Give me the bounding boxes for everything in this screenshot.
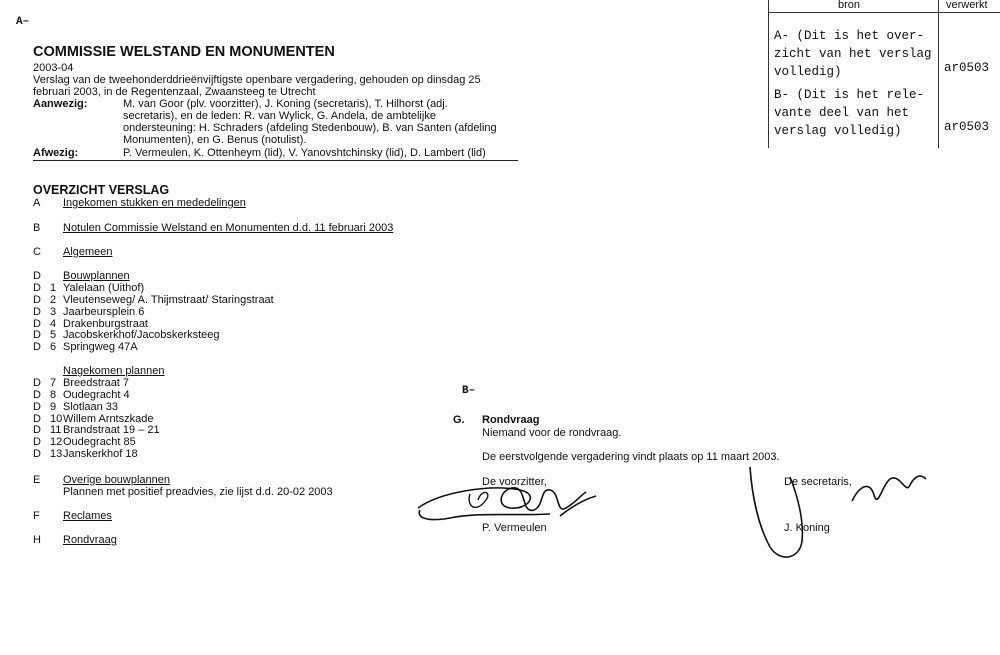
header-rule: [33, 160, 518, 161]
bouwplan-item-letter: D: [33, 329, 41, 342]
nagekomen-item-label: Oudegracht 85: [63, 436, 136, 449]
intro-line-1: Verslag van de tweehonderddrieënvijftigste openbare vergadering, gehouden op dinsdag 25: [33, 74, 481, 86]
section-h-letter: H: [33, 534, 41, 546]
table-row-1-text: [774, 27, 932, 81]
section-b-label: Notulen Commissie Welstand en Monumenten d.d. 11 februari 2003: [63, 222, 394, 234]
rondvraag-letter: G.: [453, 414, 465, 426]
nagekomen-item-number: 9: [50, 400, 57, 413]
table-header-verwerkt: verwerkt: [946, 0, 988, 11]
table-row-2-line-2: vante deel van het: [774, 106, 910, 120]
mark-a: A–: [16, 16, 30, 28]
section-e-letter: E: [33, 474, 41, 486]
secretaris-label: De secretaris,: [784, 476, 852, 488]
next-meeting: De eerstvolgende vergadering vindt plaats op 11 maart 2003.: [482, 451, 780, 463]
rondvraag-title: Rondvraag: [482, 414, 540, 426]
bouwplan-item-number: 2: [50, 293, 57, 306]
nagekomen-item-label: Brandstraat 19 – 21: [63, 424, 160, 437]
bouwplan-item-number: 1: [50, 282, 57, 294]
bouwplan-item-label: Springweg 47A: [63, 341, 138, 354]
intro-line-2: februari 2003, in de Regentenzaal, Zwaansteeg te Utrecht: [33, 86, 316, 98]
bouwplan-item-label: Drakenburgstraat: [63, 317, 148, 330]
rondvraag-text: Niemand voor de rondvraag.: [482, 427, 622, 439]
bouwplan-item-letter: D: [33, 293, 41, 306]
nagekomen-item-number: 13: [50, 448, 63, 461]
nagekomen-item-letter: D: [33, 448, 41, 461]
nagekomen-item-label: Janskerkhof 18: [63, 448, 138, 461]
nagekomen-item-label: Slotlaan 33: [63, 400, 119, 413]
table-column-divider: [938, 0, 939, 148]
section-f-label: Reclames: [63, 510, 112, 522]
afwezig-label: Afwezig:: [33, 147, 79, 159]
section-c-label: Algemeen: [63, 246, 113, 258]
table-header-rule: [768, 12, 1000, 13]
nagekomen-item-letter: D: [33, 436, 41, 449]
mark-b: B–: [462, 385, 476, 397]
nagekomen-item-letter: D: [33, 377, 41, 389]
table-row-1-line-1: A- (Dit is het over-: [774, 29, 925, 43]
nagekomen-item-letter: D: [33, 412, 41, 425]
table-row-2-text: [774, 86, 924, 140]
overzicht-title: OVERZICHT VERSLAG: [33, 183, 170, 197]
nagekomen-item-letter: D: [33, 424, 41, 437]
section-a-letter: A: [33, 197, 41, 209]
section-d-letter: D: [33, 270, 41, 282]
bouwplan-item-number: 6: [50, 341, 57, 354]
nagekomen-item-label: Oudegracht 4: [63, 388, 130, 401]
nagekomen-item-letter: D: [33, 388, 41, 401]
aanwezig-line-3: ondersteuning: H. Schraders (afdeling Stedenbouw), B. van Santen (afdeling: [123, 122, 497, 134]
nagekomen-item-number: 8: [50, 388, 57, 401]
document-title: COMMISSIE WELSTAND EN MONUMENTEN: [33, 44, 335, 60]
aanwezig-line-4: Monumenten), en G. Benus (notulist).: [123, 134, 307, 146]
table-row-1-code: ar0503: [944, 61, 990, 75]
section-a-label: Ingekomen stukken en mededelingen: [63, 197, 246, 209]
section-f-letter: F: [33, 510, 40, 522]
table-header-bron: bron: [838, 0, 861, 11]
bouwplan-item-label: Jaarbeursplein 6: [63, 305, 145, 318]
bouwplan-item-letter: D: [33, 305, 41, 318]
table-row-1-line-3: volledig): [774, 65, 842, 79]
bouwplan-item-number: 4: [50, 317, 57, 330]
nagekomen-item-number: 10: [50, 412, 63, 425]
section-c-letter: C: [33, 246, 41, 258]
nagekomen-title: Nagekomen plannen: [63, 365, 165, 377]
bouwplan-item-letter: D: [33, 282, 41, 294]
voorzitter-signature: [410, 470, 610, 540]
bouwplan-item-number: 3: [50, 305, 57, 318]
bouwplan-item-label: Vleutenseweg/ A. Thijmstraat/ Staringstraat: [63, 293, 274, 306]
section-b-letter: B: [33, 222, 41, 234]
voorzitter-name: P. Vermeulen: [482, 522, 547, 534]
section-e-sub: Plannen met positief preadvies, zie lijst d.d. 20-02 2003: [63, 486, 333, 498]
section-d-label: Bouwplannen: [63, 270, 130, 282]
nagekomen-item-number: 11: [50, 424, 62, 437]
table-left-border: [768, 0, 769, 148]
section-h-label: Rondvraag: [63, 534, 117, 546]
nagekomen-item-number: 7: [50, 377, 57, 389]
secretaris-signature: [740, 455, 930, 565]
table-row-1-line-2: zicht van het verslag: [774, 47, 932, 61]
aanwezig-label: Aanwezig:: [33, 98, 88, 110]
table-row-2-line-3: verslag volledig): [774, 124, 902, 138]
nagekomen-item-letter: D: [33, 400, 41, 413]
afwezig-text: P. Vermeulen, K. Ottenheym (lid), V. Yanovshtchinsky (lid), D. Lambert (lid): [123, 147, 486, 159]
aanwezig-line-2: secretaris), en de leden: R. van Wylick, G. Andela, de ambtelijke: [123, 110, 436, 122]
nagekomen-item-label: Breedstraat 7: [63, 377, 130, 389]
nagekomen-item-number: 12: [50, 436, 63, 449]
bouwplan-item-label: Jacobskerkhof/Jacobskerksteeg: [63, 329, 220, 342]
bouwplan-item-letter: D: [33, 341, 41, 354]
section-e-label: Overige bouwplannen: [63, 474, 171, 486]
nagekomen-item-label: Willem Arntszkade: [63, 412, 154, 425]
voorzitter-label: De voorzitter,: [482, 476, 547, 488]
table-row-2-code: ar0503: [944, 120, 990, 134]
bouwplan-item-number: 5: [50, 329, 57, 342]
secretaris-name: J. Koning: [784, 522, 830, 534]
table-row-2-line-1: B- (Dit is het rele-: [774, 88, 925, 102]
bouwplan-item-letter: D: [33, 317, 41, 330]
bouwplan-item-label: Yalelaan (Uithof): [63, 282, 145, 294]
document-year: 2003-04: [33, 62, 74, 74]
aanwezig-line-1: M. van Goor (plv. voorzitter), J. Koning (secretaris), T. Hilhorst (adj.: [123, 98, 448, 110]
